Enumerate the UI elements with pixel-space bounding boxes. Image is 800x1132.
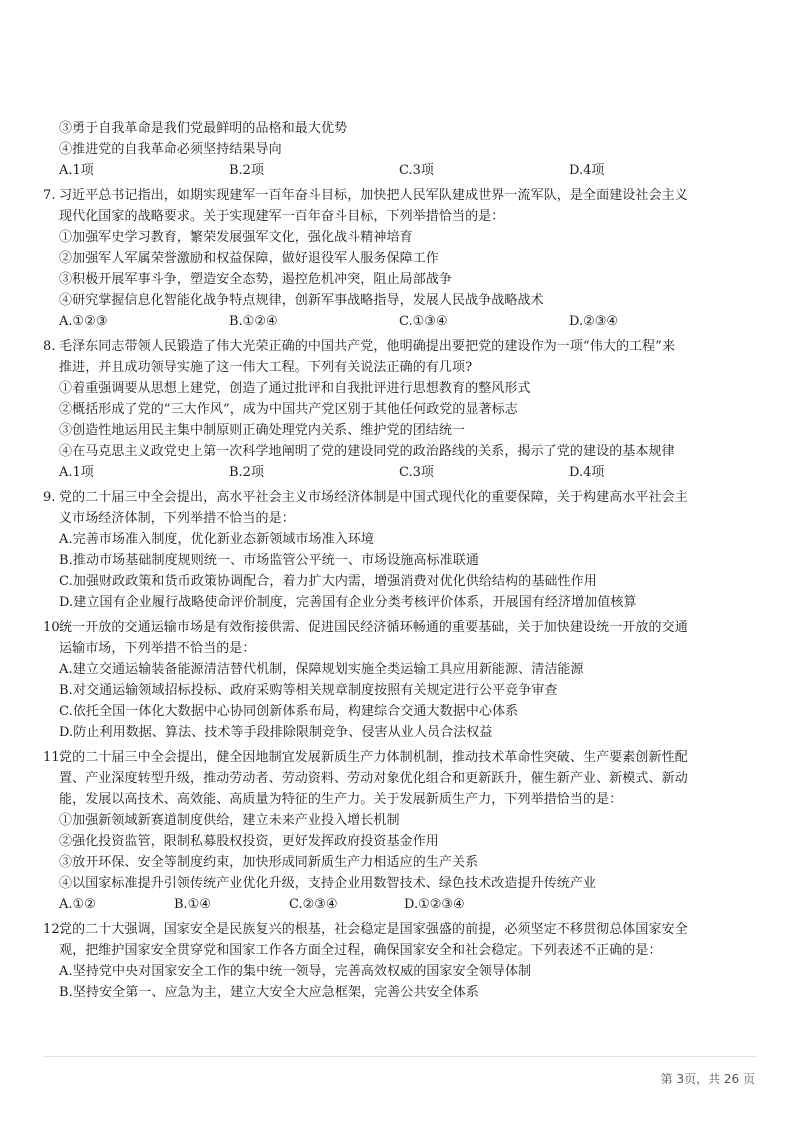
question-8 <box>43 336 769 483</box>
q11-stem-line-2: 置、产业深度转型升级，推动劳动者、劳动资料、劳动对象优化组合和更新跃升，催生新产业、新模式、新动 <box>59 771 688 786</box>
q9-option-a: A.完善市场准入制度，优化新业态新领域市场准入环境 <box>59 532 375 547</box>
q7-option-b: B.①②④ <box>229 314 278 329</box>
q7-option-d: D.②③④ <box>569 314 619 329</box>
q7-item-1: ①加强军史学习教育，繁荣发展强军文化，强化战斗精神培育 <box>59 230 413 245</box>
q8-number: 8. <box>43 339 56 354</box>
q8-option-a: A.1项 <box>59 465 94 480</box>
q10-option-a: A.建立交通运输装备能源清洁替代机制，保障规划实施全类运输工具应用新能源、清洁能源 <box>59 662 584 677</box>
q8-option-d: D.4项 <box>569 465 605 480</box>
q7-option-a: A.①②③ <box>59 314 108 329</box>
q11-option-a: A.①② <box>59 897 96 912</box>
q9-option-b: B.推动市场基础制度规则统一、市场监管公平统一、市场设施高标准联通 <box>59 553 479 568</box>
footer-divider <box>43 1056 757 1057</box>
q6-option-c: C.3项 <box>399 163 434 178</box>
q8-stem-line-1: 毛泽东同志带领人民锻造了伟大光荣正确的中国共产党，他明确提出要把党的建设作为一项“伟大的工程”来 <box>59 339 676 354</box>
q7-item-4: ④研究掌握信息化智能化战争特点规律，创新军事战略指导，发展人民战争战略战术 <box>59 293 544 308</box>
q12-option-a: A.坚持党中央对国家安全工作的集中统一领导，完善高效权威的国家安全领导体制 <box>59 964 532 979</box>
q8-item-2: ②概括形成了党的“三大作风”，成为中国共产党区别于其他任何政党的显著标志 <box>59 402 518 417</box>
q8-item-1: ①着重强调要从思想上建党，创造了通过批评和自我批评进行思想教育的整风形式 <box>59 381 531 396</box>
q11-number: 11. <box>43 750 64 765</box>
q11-item-3: ③放开环保、安全等制度约束，加快形成同新质生产力相适应的生产关系 <box>59 855 479 870</box>
q11-item-4: ④以国家标准提升引领传统产业优化升级，支持企业用数智技术、绿色技术改造提升传统产业 <box>59 876 597 891</box>
q6-option-d: D.4项 <box>569 163 605 178</box>
q11-item-2: ②强化投资监管，限制私募股权投资，更好发挥政府投资基金作用 <box>59 834 439 849</box>
q11-stem-line-1: 党的二十届三中全会提出，健全因地制宜发展新质生产力体制机制，推动技术革命性突破、生产要素创新性配 <box>59 750 688 765</box>
q7-item-3: ③积极开展军事斗争，塑造安全态势，遏控危机冲突，阻止局部战争 <box>59 272 453 287</box>
q10-number: 10. <box>43 620 64 635</box>
page-number: 第 3页，共 26 页 <box>660 1072 755 1086</box>
exam-page-content <box>43 118 769 1003</box>
q9-number: 9. <box>43 490 56 505</box>
q8-item-4: ④在马克思主义政党史上第一次科学地阐明了党的建设同党的政治路线的关系，揭示了党的建设的基本规律 <box>59 444 675 459</box>
q10-option-c: C.依托全国一体化大数据中心协同创新体系布局，构建综合交通大数据中心体系 <box>59 704 519 719</box>
question-7 <box>43 185 769 332</box>
q10-option-b: B.对交通运输领域招标投标、政府采购等相关规章制度按照有关规定进行公平竞争审查 <box>59 683 558 698</box>
q9-option-d: D.建立国有企业履行战略使命评价制度，完善国有企业分类考核评价体系，开展国有经济增加值核算 <box>59 595 637 610</box>
q12-stem-line-2: 观，把维护国家安全贯穿党和国家工作各方面全过程，确保国家安全和社会稳定。下列表述不正确的是： <box>59 943 662 958</box>
q11-option-d: D.①②③④ <box>404 897 465 912</box>
q11-option-b: B.①④ <box>174 897 211 912</box>
q8-option-b: B.2项 <box>229 465 264 480</box>
q6-option-b: B.2项 <box>229 163 264 178</box>
q6-option-a: A.1项 <box>59 163 94 178</box>
q10-option-d: D.防止利用数据、算法、技术等手段排除限制竞争、侵害从业人员合法权益 <box>59 725 493 740</box>
q10-stem-line-1: 统一开放的交通运输市场是有效衔接供需、促进国民经济循环畅通的重要基础，关于加快建设统一开放的交通 <box>59 620 688 635</box>
q9-stem-line-1: 党的二十届三中全会提出，高水平社会主义市场经济体制是中国式现代化的重要保障，关于构建高水平社会主 <box>59 490 688 505</box>
q8-item-3: ③创造性地运用民主集中制原则正确处理党内关系、维护党的团结统一 <box>59 423 466 438</box>
q6-item-3: ③勇于自我革命是我们党最鲜明的品格和最大优势 <box>59 121 348 136</box>
q7-options <box>43 311 769 332</box>
q10-stem-line-2: 运输市场，下列举措不恰当的是： <box>59 641 256 656</box>
q7-number: 7. <box>43 188 56 203</box>
q8-options <box>43 462 769 483</box>
q11-item-1: ①加强新领域新赛道制度供给，建立未来产业投入增长机制 <box>59 813 400 828</box>
q12-option-b: B.坚持安全第一、应急为主，建立大安全大应急框架，完善公共安全体系 <box>59 985 479 1000</box>
q12-number: 12. <box>43 922 64 937</box>
q8-stem-line-2: 推进，并且成功领导实施了这一伟大工程。下列有关说法正确的有几项? <box>59 360 473 375</box>
q6-item-4: ④推进党的自我革命必须坚持结果导向 <box>59 142 282 157</box>
q11-option-c: C.②③④ <box>289 897 338 912</box>
q7-stem-line-2: 现代化国家的战略要求。关于实现建军一百年奋斗目标，下列举措恰当的是： <box>59 209 505 224</box>
question-10 <box>43 617 769 743</box>
question-9 <box>43 487 769 613</box>
q6-options <box>43 160 769 181</box>
q12-stem-line-1: 党的二十大强调，国家安全是民族复兴的根基，社会稳定是国家强盛的前提，必须坚定不移贯彻总体国家安全 <box>59 922 688 937</box>
question-11 <box>43 747 769 915</box>
question-12 <box>43 919 769 1003</box>
q7-stem-line-1: 习近平总书记指出，如期实现建军一百年奋斗目标，加快把人民军队建成世界一流军队，是全面建设社会主义 <box>59 188 688 203</box>
q11-stem-line-3: 能，发展以高技术、高效能、高质量为特征的生产力。关于发展新质生产力，下列举措恰当的是： <box>59 792 623 807</box>
q9-option-c: C.加强财政政策和货币政策协调配合，着力扩大内需，增强消费对优化供给结构的基础性作用 <box>59 574 597 589</box>
q7-item-2: ②加强军人军属荣誉激励和权益保障，做好退役军人服务保障工作 <box>59 251 439 266</box>
q11-options <box>43 894 769 915</box>
q8-option-c: C.3项 <box>399 465 434 480</box>
q9-stem-line-2: 义市场经济体制，下列举措不恰当的是： <box>59 511 295 526</box>
q7-option-c: C.①③④ <box>399 314 448 329</box>
